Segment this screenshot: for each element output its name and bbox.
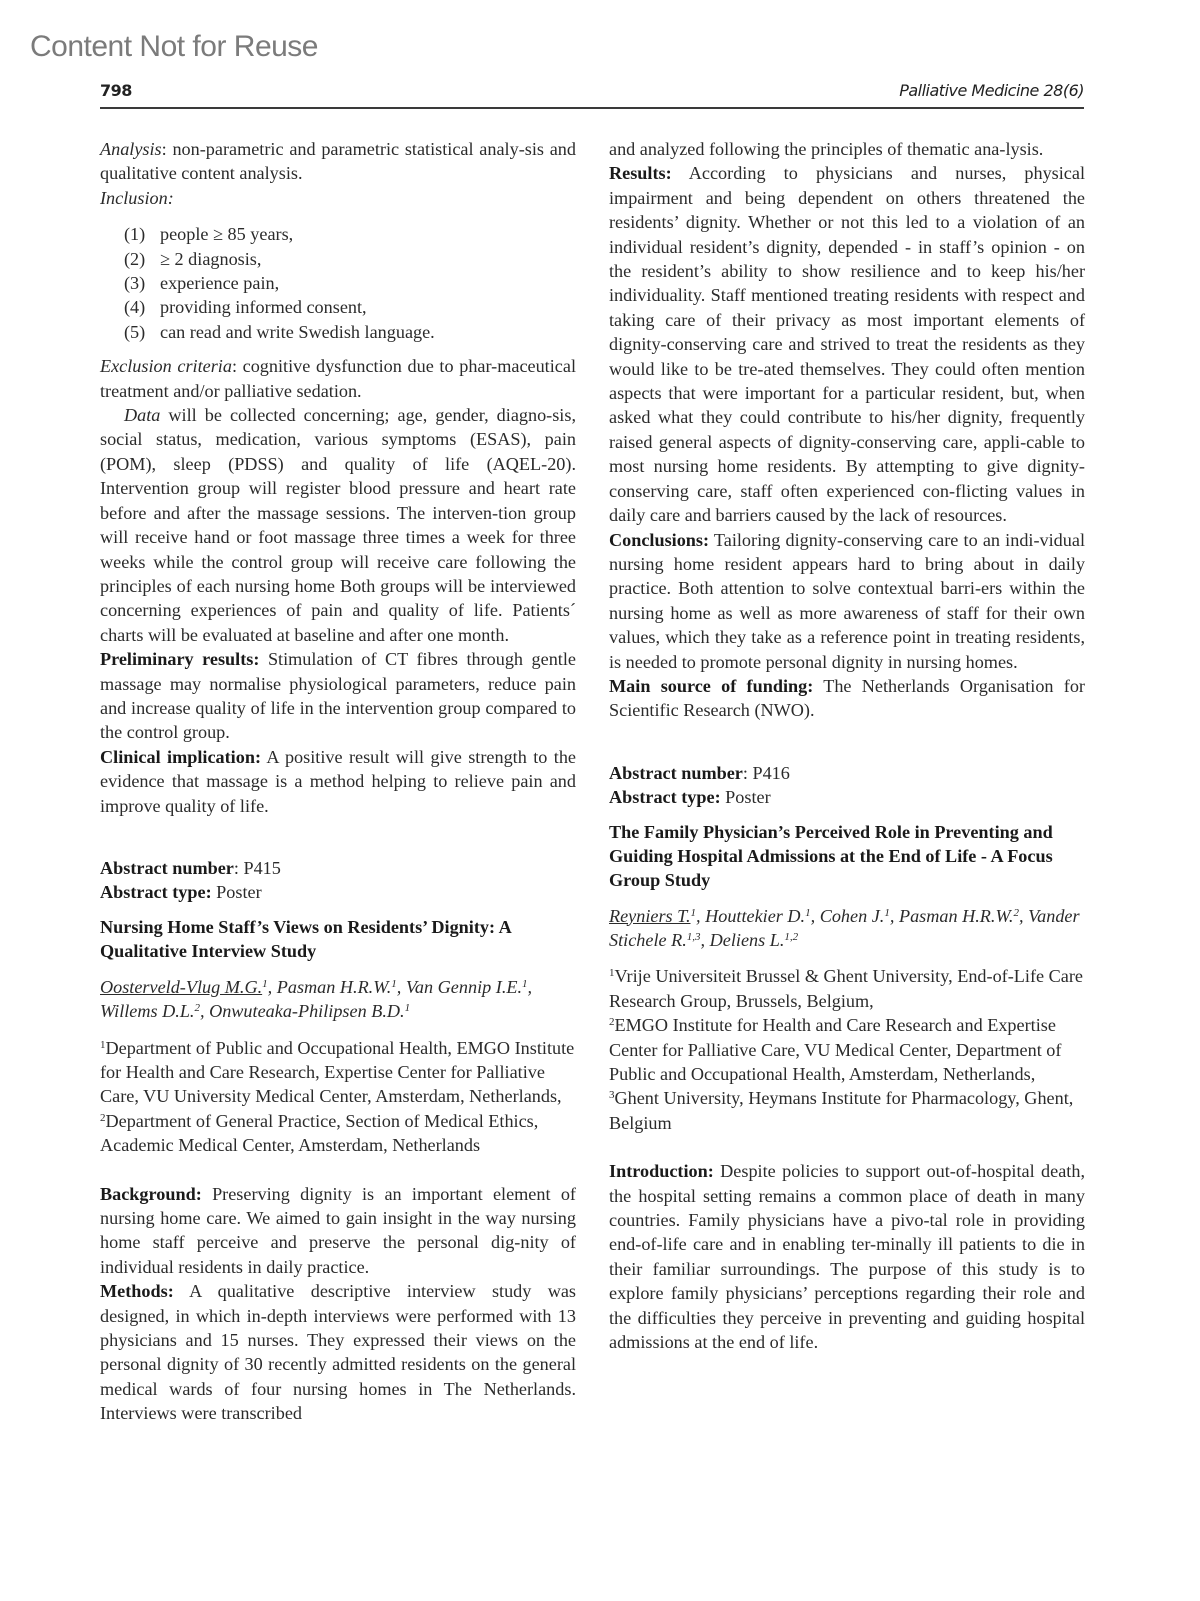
data-paragraph xyxy=(100,403,576,647)
affiliation-index: 3 xyxy=(609,1089,615,1102)
introduction-label: Introduction: xyxy=(609,1161,714,1182)
author: Cohen J. xyxy=(819,905,885,926)
results-paragraph xyxy=(609,161,1085,527)
data-label: Data xyxy=(124,405,161,426)
abstract-type-label: Abstract type: xyxy=(100,882,212,903)
affiliation-text: Department of General Practice, Section of Medical Ethics, Academic Medical Center, Amsterdam, Netherlands xyxy=(100,1110,539,1156)
exclusion-label: Exclusion criteria xyxy=(100,356,232,377)
list-number: (5) xyxy=(124,321,146,342)
author: Willems D.L. xyxy=(100,1001,195,1022)
analysis-text: : non-parametric and parametric statistical analy-sis and qualitative content analysis. xyxy=(100,139,576,184)
running-header xyxy=(100,81,1084,109)
list-number: (3) xyxy=(124,273,146,294)
author: Houttekier D. xyxy=(705,905,806,926)
list-text: ≥ 2 diagnosis, xyxy=(160,248,262,269)
separator: , xyxy=(696,905,706,926)
methods-text: A qualitative descriptive interview study was designed, in which in-depth interviews were performed with 13 physicians and 15 nurses. They expressed their views on the personal dignity of 30 recently admitted residents on the general medical wards of four nursing homes in The Netherlands. Interviews were transcribed xyxy=(100,1281,576,1424)
abstract-number-value: : P416 xyxy=(742,762,790,783)
abstract-number xyxy=(100,856,576,880)
author: Pasman H.R.W. xyxy=(898,905,1014,926)
author-affiliation-index: 1,2 xyxy=(784,930,799,943)
abstract-number-value: : P415 xyxy=(233,857,281,878)
abstract-number-label: Abstract number xyxy=(609,762,743,783)
methods-label: Methods: xyxy=(100,1281,174,1302)
affiliation-index: 2 xyxy=(609,1016,615,1029)
author-list xyxy=(100,975,576,1024)
separator: , xyxy=(700,929,710,950)
author-affiliation-index: 2 xyxy=(194,1002,200,1015)
author-affiliation-index: 1,3 xyxy=(686,930,701,943)
author: Onwuteaka-Philipsen B.D. xyxy=(209,1001,405,1022)
journal-title: Palliative Medicine 28(6) xyxy=(899,81,1084,100)
data-text: will be collected concerning; age, gender, diagno-sis, social status, medication, various symptoms (ESAS), pain (POM), sleep (PDSS) and quality of life (AQEL-20). Intervention group will register blood pressure and heart rate before and after the massage sessions. The interven-tion group will receive hand or foot massage three times a week for three weeks while the control group will receive care following the principles of each nursing home Both groups will be interviewed concerning experiences of pain and quality of life. Patients´ charts will be evaluated at baseline and after one month. xyxy=(100,405,576,645)
list-text: people ≥ 85 years, xyxy=(160,224,294,245)
abstract-type-value: Poster xyxy=(211,882,262,903)
list-text: providing informed consent, xyxy=(160,297,367,318)
abstract-p416-meta xyxy=(609,761,1085,810)
abstract-type xyxy=(609,785,1085,809)
abstract-type-label: Abstract type: xyxy=(609,787,721,808)
list-number: (1) xyxy=(124,224,146,245)
presenting-author: Oosterveld-Vlug M.G. xyxy=(100,976,263,997)
author-affiliation-index: 1 xyxy=(884,906,890,919)
separator: , xyxy=(1018,905,1029,926)
list-item xyxy=(124,271,576,295)
author: Van Gennip I.E. xyxy=(405,976,523,997)
separator: , xyxy=(267,976,277,997)
abstract-title: Nursing Home Staff’s Views on Residents’ Dignity: A Qualitative Interview Study xyxy=(100,916,511,961)
preliminary-results-text: Stimulation of CT fibres through gentle massage may normalise physiological parameters, reduce pain and increase quality of life in the intervention group compared to the control group. xyxy=(100,649,576,743)
separator: , xyxy=(810,905,820,926)
list-item xyxy=(124,222,576,246)
preliminary-results-label: Preliminary results: xyxy=(100,649,260,670)
author: Vander Stichele R. xyxy=(609,905,1080,950)
introduction-text: Despite policies to support out-of-hospital death, the hospital setting remains a common place of death in many countries. Family physicians have a pivo-tal role in providing end-of-life care and in enabling ter-minally ill patients to die in their familiar surroundings. The purpose of this study is to explore family physicians’ perceptions regarding their role and the difficulties they perceive in preventing and guiding hospital admissions at the end of life. xyxy=(609,1161,1085,1353)
affiliation-text: Department of Public and Occupational Health, EMGO Institute for Health and Care Research, Expertise Center for Palliative Care, VU University Medical Center, Amsterdam, Netherlands, xyxy=(100,1037,575,1107)
author-affiliation-index: 1 xyxy=(690,906,696,919)
affiliations xyxy=(609,964,1085,1135)
affiliation-index: 1 xyxy=(100,1038,106,1051)
results-text: According to physicians and nurses, physical impairment and being dependent on others threatened the residents’ dignity. Whether or not this led to a violation of an individual resident’s dignity, depended - in staff’s opinion - on the resident’s ability to show resilience and to keep his/her individuality. Staff mentioned treating residents with respect and taking care of their privacy as most important elements of dignity-conserving care and strived to treat the residents as they would like to be tre-ated themselves. They could often mention aspects that were important for a particular resident, but, when asked what they could contribute to his/her dignity, frequently raised general aspects of dignity-conserving care, appli-cable to most nursing home residents. By attempting to give dignity-conserving care, staff often experienced con-flicting values in daily care and barriers caused by the lack of resources. xyxy=(609,163,1085,526)
inclusion-list xyxy=(100,222,576,344)
abstract-p415-meta xyxy=(100,856,576,905)
affiliation-index: 2 xyxy=(100,1111,106,1124)
funding-text: The Netherlands Organisation for Scientific Research (NWO). xyxy=(609,675,1085,721)
presenting-author: Reyniers T. xyxy=(609,905,691,926)
list-text: can read and write Swedish language. xyxy=(160,321,435,342)
inclusion-heading xyxy=(100,186,576,210)
background-paragraph xyxy=(100,1182,576,1280)
exclusion-paragraph xyxy=(100,354,576,403)
author-list xyxy=(609,904,1085,953)
separator: , xyxy=(889,905,899,926)
conclusions-label: Conclusions: xyxy=(609,529,710,550)
abstract-type-value: Poster xyxy=(720,787,771,808)
author-affiliation-index: 1 xyxy=(404,1002,411,1015)
abstract-title: The Family Physician’s Perceived Role in Preventing and Guiding Hospital Admissions at the End of Life - A Focus Group Study xyxy=(609,821,1053,890)
list-number: (2) xyxy=(124,248,146,269)
methods-continued: and analyzed following the principles of thematic ana-lysis. xyxy=(609,139,1044,159)
background-label: Background: xyxy=(100,1183,202,1204)
exclusion-text: : cognitive dysfunction due to phar-maceutical treatment and/or palliative sedation. xyxy=(100,356,576,401)
list-item xyxy=(124,295,576,319)
author: Deliens L. xyxy=(709,929,785,950)
affiliation-text: Ghent University, Heymans Institute for Pharmacology, Ghent, Belgium xyxy=(609,1088,1074,1133)
author-affiliation-index: 1 xyxy=(805,906,811,919)
author: Pasman H.R.W. xyxy=(276,976,392,997)
separator: , xyxy=(396,976,406,997)
background-text: Preserving dignity is an important element of nursing home care. We aimed to gain insight in the way nursing home staff perceive and preserve the personal dig-nity of individual residents in daily practice. xyxy=(100,1183,576,1277)
author-affiliation-index: 2 xyxy=(1013,906,1019,919)
funding-paragraph xyxy=(609,674,1085,723)
methods-paragraph xyxy=(100,1279,576,1425)
preliminary-results-paragraph xyxy=(100,647,576,745)
analysis-paragraph xyxy=(100,137,576,186)
author-affiliation-index: 1 xyxy=(262,977,268,990)
page-number: 798 xyxy=(100,81,132,100)
separator: , xyxy=(527,976,533,997)
author-affiliation-index: 1 xyxy=(391,977,397,990)
affiliations xyxy=(100,1036,576,1158)
affiliation-text: EMGO Institute for Health and Care Research and Expertise Center for Palliative Care, VU Medical Center, Department of Public and Occupational Health, Amsterdam, Netherlands, xyxy=(609,1015,1062,1084)
affiliation-index: 1 xyxy=(609,967,615,980)
abstract-type xyxy=(100,880,576,904)
watermark: Content Not for Reuse xyxy=(30,30,318,63)
list-item xyxy=(124,320,576,344)
clinical-implication-text: A positive result will give strength to the evidence that massage is a method helping to relieve pain and improve quality of life. xyxy=(100,746,576,816)
conclusions-paragraph xyxy=(609,528,1085,674)
separator: , xyxy=(199,1001,210,1022)
introduction-paragraph xyxy=(609,1159,1085,1354)
list-text: experience pain, xyxy=(160,273,280,294)
right-column xyxy=(609,137,1085,1354)
affiliation-text: Vrije Universiteit Brussel & Ghent University, End-of-Life Care Research Group, Brussels, Belgium, xyxy=(609,966,1083,1011)
list-number: (4) xyxy=(124,297,146,318)
funding-label: Main source of funding: xyxy=(609,675,814,696)
author-affiliation-index: 1 xyxy=(522,977,528,990)
conclusions-text: Tailoring dignity-conserving care to an indi-vidual nursing home resident appears hard to bring about in daily practice. Both attention to solve contextual barri-ers within the nursing home as well as more awareness of staff for their own values, which they take as a reference point in treating residents, is needed to promote personal dignity in nursing homes. xyxy=(609,529,1085,672)
list-item xyxy=(124,247,576,271)
results-label: Results: xyxy=(609,163,672,184)
abstract-number xyxy=(609,761,1085,785)
clinical-implication-paragraph xyxy=(100,745,576,818)
left-column xyxy=(100,137,576,1426)
analysis-label: Analysis xyxy=(100,139,162,159)
clinical-implication-label: Clinical implication: xyxy=(100,746,262,767)
abstract-number-label: Abstract number xyxy=(100,857,234,878)
inclusion-label: Inclusion: xyxy=(100,187,174,208)
